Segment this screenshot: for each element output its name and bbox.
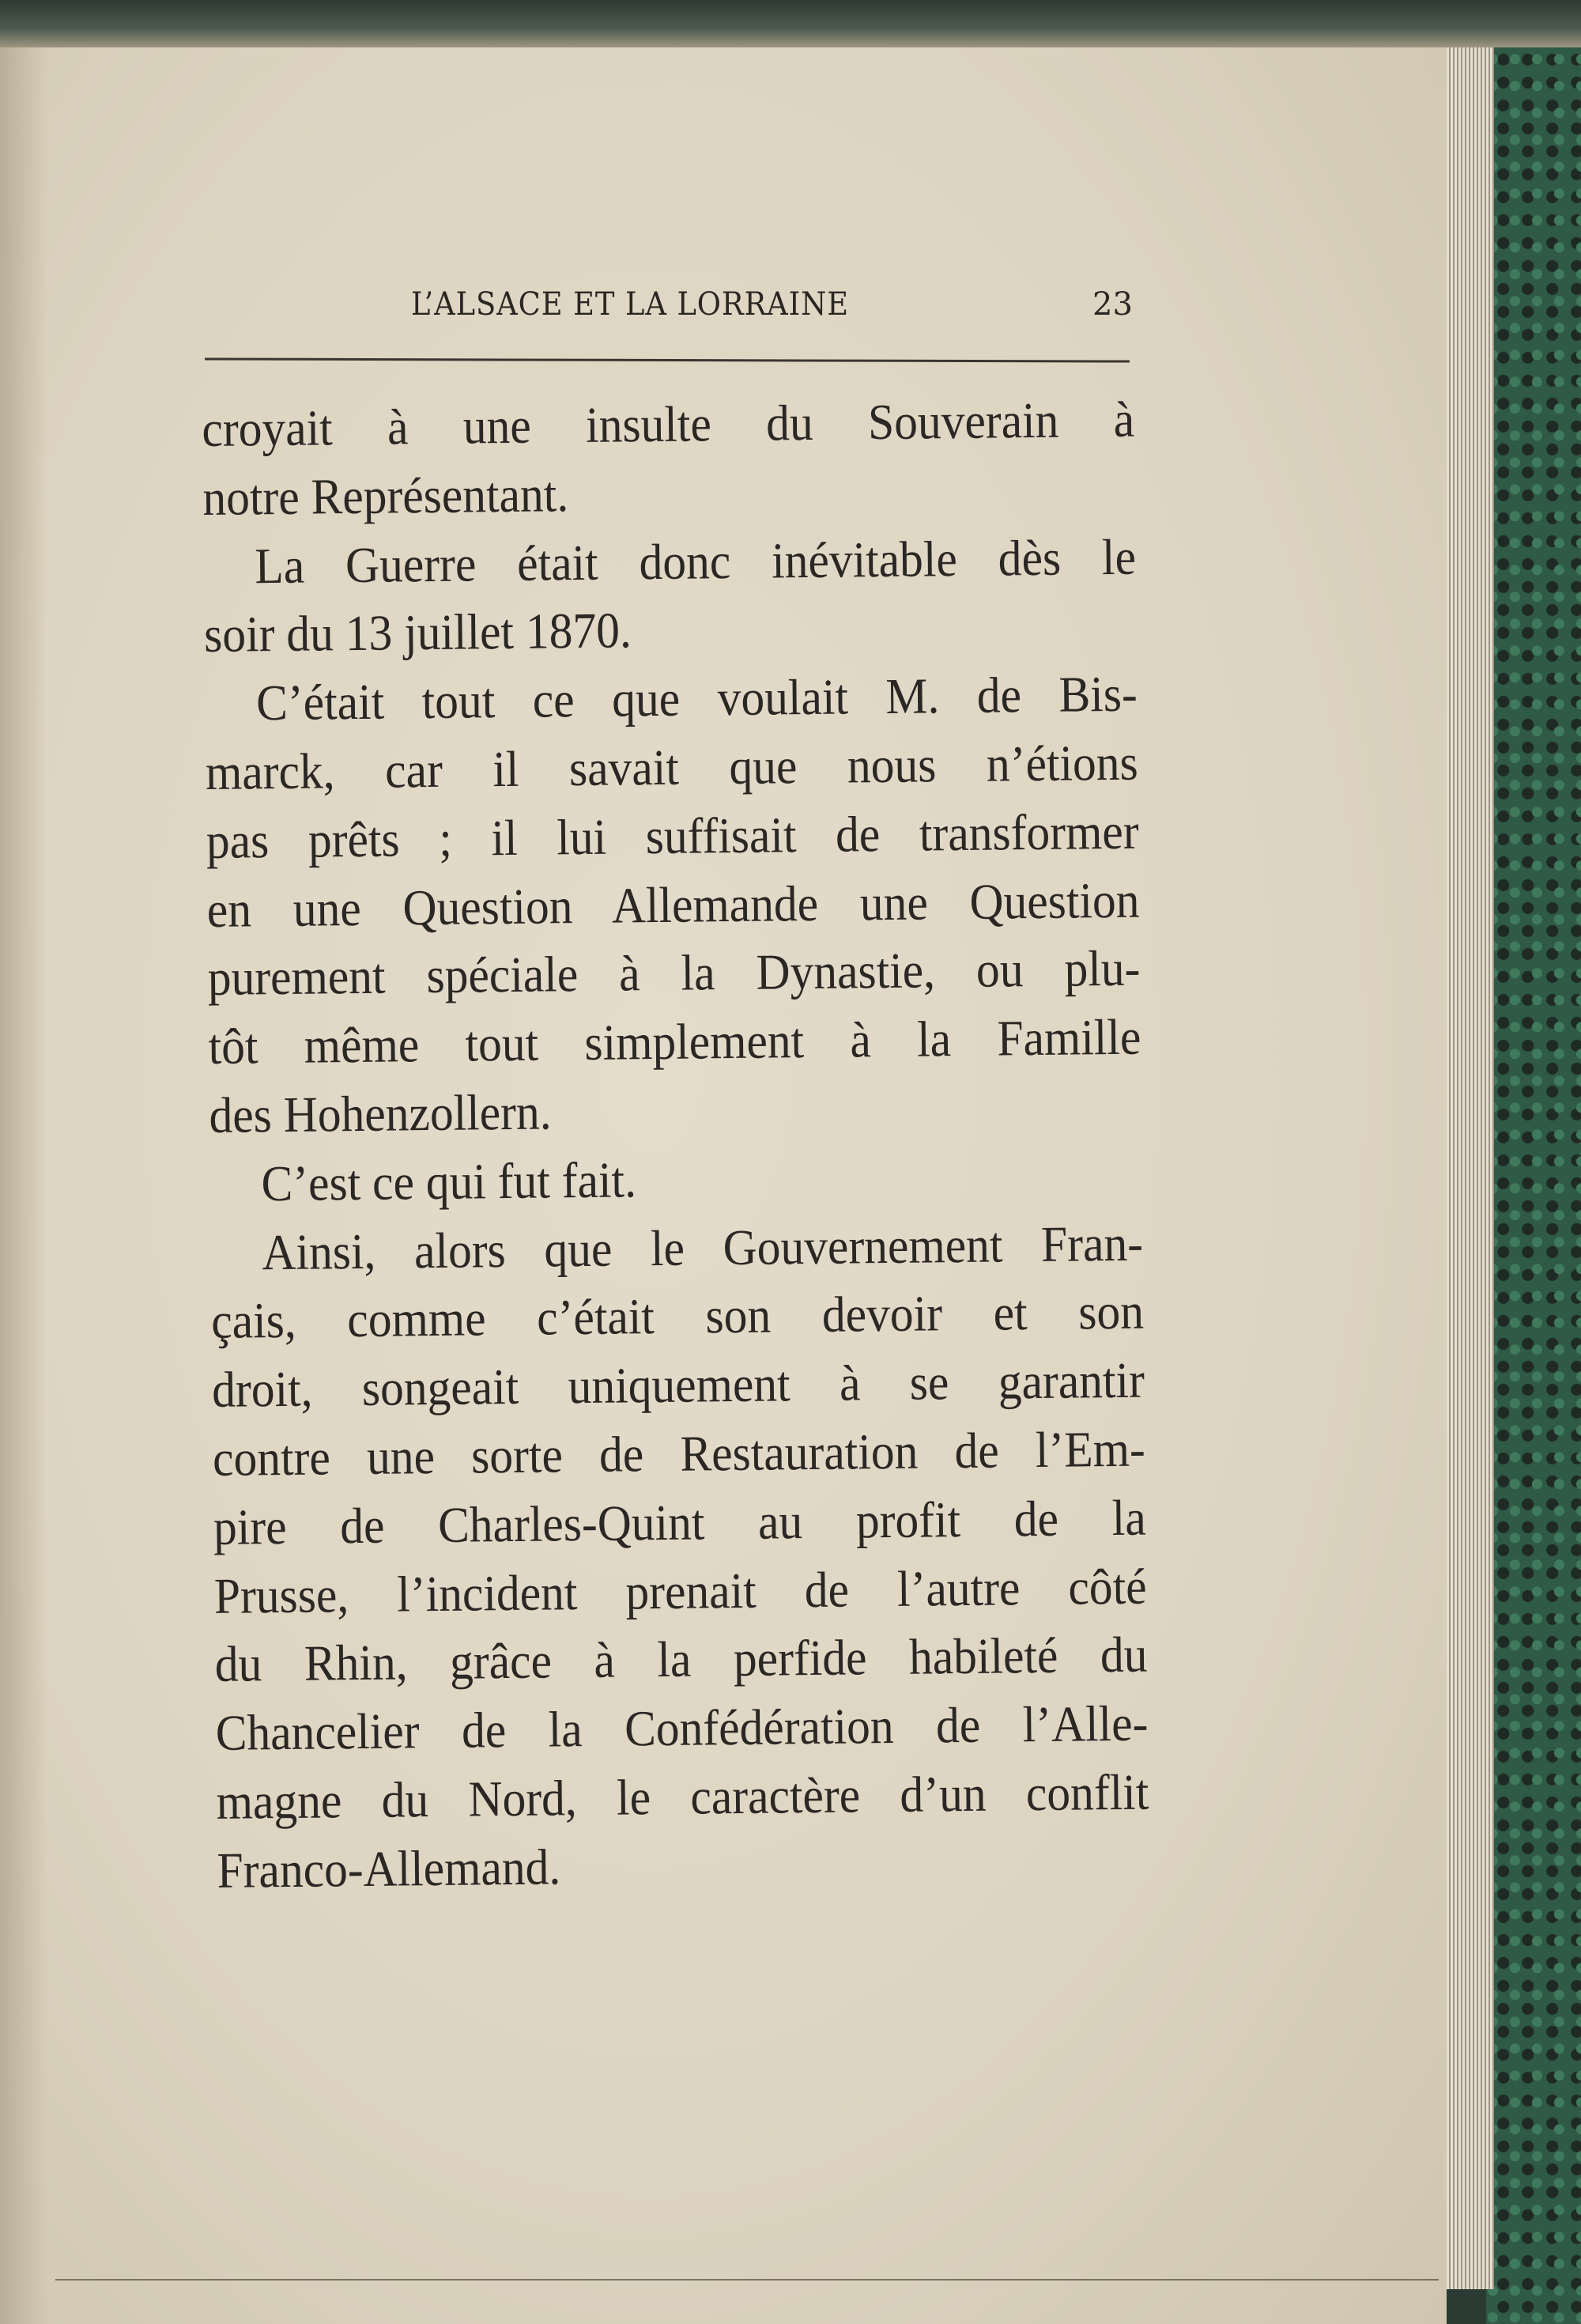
text-line: en une Question Allemande une Question (206, 871, 1140, 938)
book-cover-marbled (1486, 0, 1581, 2324)
text-line: C’était tout ce que voulait M. de Bis- (255, 665, 1138, 731)
text-line: Chancelier de la Confédération de l’Alle- (215, 1695, 1149, 1762)
text-line: contre une sorte de Restauration de l’Em- (212, 1420, 1146, 1487)
top-binding-strip (0, 0, 1581, 47)
text-line: marck, car il savait que nous n’étions (205, 734, 1139, 800)
text-line: droit, songeait uniquement à se garantir (211, 1351, 1145, 1419)
page-number: 23 (1092, 286, 1133, 323)
text-line: pas prêts ; il lui suffisait de transformer (206, 803, 1139, 869)
text-line: notre Représentant. (202, 465, 569, 526)
text-line: purement spéciale à la Dynastie, ou plu- (207, 939, 1141, 1007)
text-line: Prusse, l’incident prenait de l’autre côté (213, 1558, 1147, 1624)
text-line: La Guerre était donc inévitable dès le (254, 528, 1137, 594)
text-line: Ainsi, alors que le Gouvernement Fran- (262, 1215, 1144, 1280)
body-text (202, 386, 1150, 1906)
text-line: des Hohenzollern. (209, 1083, 552, 1143)
page-edges (1439, 43, 1494, 2289)
text-line: soir du 13 juillet 1870. (203, 602, 632, 663)
text-line: du Rhin, grâce à la perfide habileté du (214, 1626, 1148, 1693)
text-line: magne du Nord, le caractère d’un conflit (216, 1763, 1149, 1830)
running-header: L’ALSACE ET LA LORRAINE (411, 286, 850, 323)
text-line: çais, comme c’était son devoir et son (210, 1283, 1145, 1350)
text-line: pire de Charles-Quint au profit de la (213, 1489, 1146, 1555)
text-line: tôt même tout simplement à la Famille (208, 1008, 1141, 1075)
text-line: C’est ce qui fut fait. (261, 1151, 637, 1212)
bottom-edge-line (55, 2279, 1439, 2281)
gutter-shadow (0, 43, 47, 2324)
text-line: Franco-Allemand. (217, 1838, 561, 1899)
text-line: croyait à une insulte du Souverain à (202, 391, 1135, 457)
